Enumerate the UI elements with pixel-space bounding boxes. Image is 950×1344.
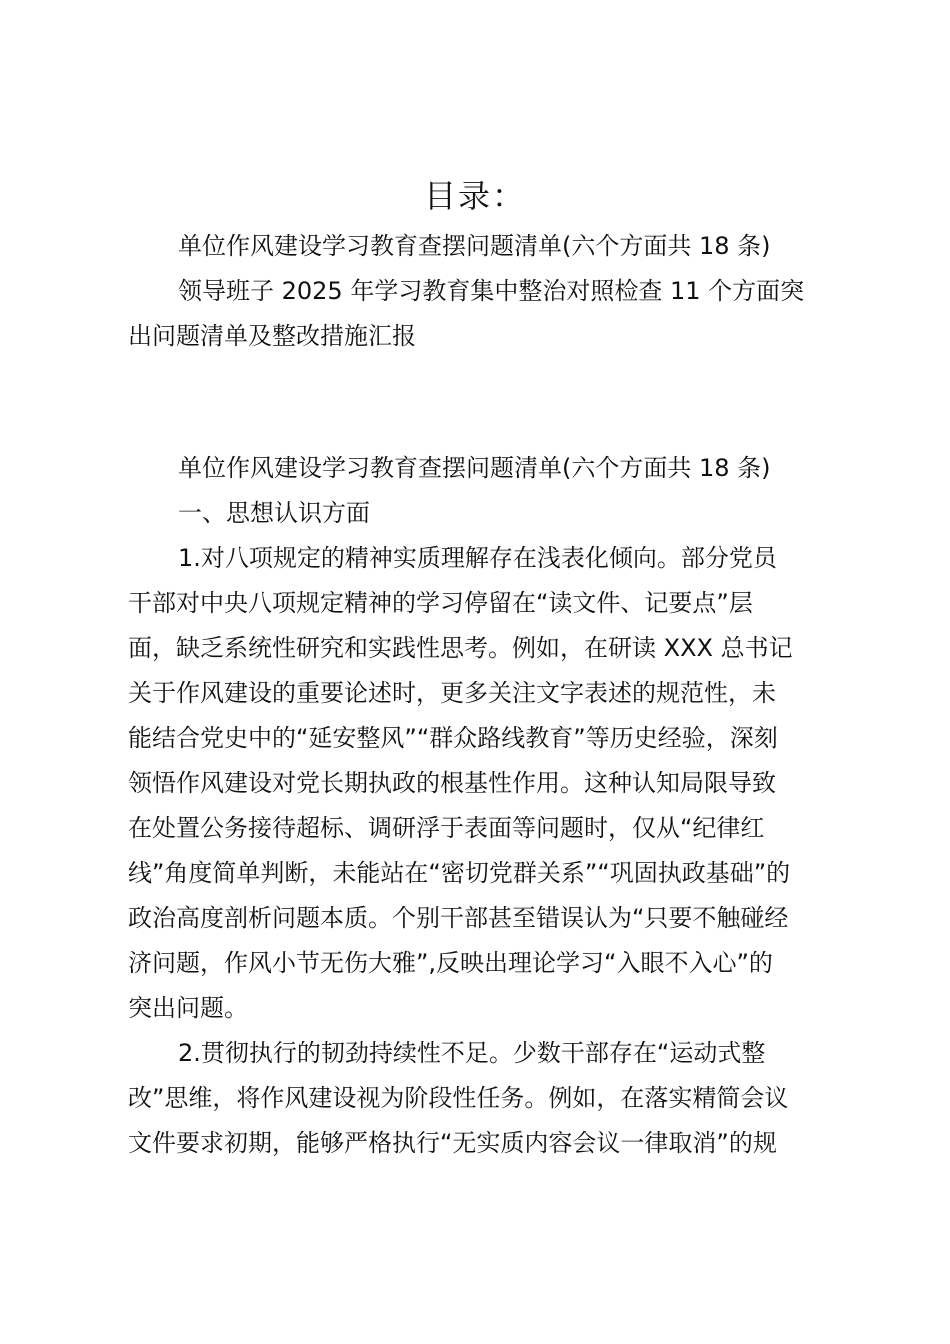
toc-item-2-line-2: 出问题清单及整改措施汇报 [128, 322, 416, 350]
paragraph-line: 在处置公务接待超标、调研浮于表面等问题时，仅从“纪律红 [128, 814, 765, 842]
paragraph-line: 1.对八项规定的精神实质理解存在浅表化倾向。部分党员 [178, 544, 777, 572]
paragraph-line: 改”思维，将作风建设视为阶段性任务。例如，在落实精简会议 [128, 1084, 789, 1112]
paragraph-line: 济问题，作风小节无伤大雅”,反映出理论学习“入眼不入心”的 [128, 949, 773, 977]
section-title: 一、思想认识方面 [178, 499, 370, 527]
paragraph-line: 政治高度剖析问题本质。个别干部甚至错误认为“只要不触碰经 [128, 904, 789, 932]
paragraph-line: 文件要求初期，能够严格执行“无实质内容会议一律取消”的规 [128, 1129, 777, 1157]
paragraph-line: 关于作风建设的重要论述时，更多关注文字表述的规范性，未 [128, 679, 776, 707]
paragraph-line: 面，缺乏系统性研究和实践性思考。例如，在研读 XXX 总书记 [128, 634, 793, 662]
toc-item-1: 单位作风建设学习教育查摆问题清单(六个方面共 18 条) [178, 232, 771, 260]
document-body [128, 446, 840, 1166]
paragraph-line: 突出问题。 [128, 994, 248, 1022]
toc-title: 目录： [423, 177, 526, 215]
paragraph-line: 线”角度简单判断，未能站在“密切党群关系”“巩固执政基础”的 [128, 859, 791, 887]
paragraph-2 [128, 1031, 840, 1166]
paragraph-line: 领悟作风建设对党长期执政的根基性作用。这种认知局限导致 [128, 769, 776, 797]
toc-item-2-line-1: 领导班子 2025 年学习教育集中整治对照检查 11 个方面突 [178, 277, 805, 305]
document-heading: 单位作风建设学习教育查摆问题清单(六个方面共 18 条) [178, 454, 771, 482]
paragraph-1 [128, 536, 840, 1031]
paragraph-line: 2.贯彻执行的韧劲持续性不足。少数干部存在“运动式整 [178, 1039, 766, 1067]
paragraph-line: 能结合党史中的“延安整风”“群众路线教育”等历史经验，深刻 [128, 724, 778, 752]
paragraph-line: 干部对中央八项规定精神的学习停留在“读文件、记要点”层 [128, 589, 753, 617]
toc-list [128, 224, 840, 359]
